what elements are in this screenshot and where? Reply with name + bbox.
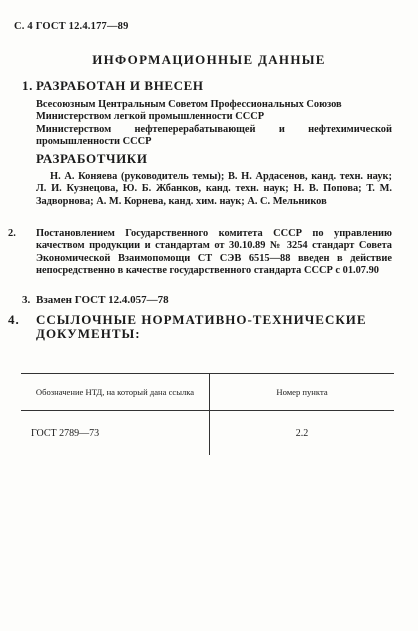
section-2-text: Постановлением Государственного комитета СССР по управлению качеством продукции и стандартам от 30.10.89 № 3254 стандарт Совета Экономической Взаимопомощи СТ СЭВ 6515—88 введен в действие непосредственно в качестве государственного стандарта СССР с 01.07.90 <box>36 228 392 277</box>
table-header-row <box>21 374 394 411</box>
section-1-heading <box>22 78 204 94</box>
section-1-body <box>36 99 392 149</box>
column-header-clause: Номер пункта <box>210 374 395 411</box>
developers-text: Н. А. Коняева (руководитель темы); В. Н. Ардасенов, канд. техн. наук; Л. И. Кузнецова, Ю. Б. Жбанков, канд. техн. наук; Н. В. Попова; Т. М. Задворнова; А. М. Корнева, канд. хим. наук; А. С. Мельников <box>36 171 392 207</box>
section-1-title: РАЗРАБОТАН И ВНЕСЕН <box>36 78 204 93</box>
section-4-title: ССЫЛОЧНЫЕ НОРМАТИВНО-ТЕХНИЧЕСКИЕ ДОКУМЕНТЫ: <box>36 312 367 341</box>
document-title: ИНФОРМАЦИОННЫЕ ДАННЫЕ <box>92 52 326 67</box>
section-1-number: 1. <box>22 78 33 93</box>
column-header-document: Обозначение НТД, на который дана ссылка <box>21 374 210 411</box>
section-4-number: 4. <box>8 312 20 327</box>
section-3-number: 3. <box>22 294 31 306</box>
developer-org-1: Всесоюзным Центральным Советом Профессиональных Союзов <box>36 99 342 110</box>
developer-org-3: Министерством нефтеперерабатывающей и нефтехимической промышленности СССР <box>36 123 392 148</box>
section-2 <box>8 228 392 278</box>
section-4-heading <box>8 312 394 341</box>
section-3 <box>22 294 392 306</box>
developers-heading: РАЗРАБОТЧИКИ <box>36 151 148 166</box>
cell-document: ГОСТ 2789—73 <box>21 411 210 456</box>
developer-org-2: Министерством легкой промышленности СССР <box>36 111 265 123</box>
section-3-text: Взамен ГОСТ 12.4.057—78 <box>36 294 169 306</box>
table-row <box>21 411 394 456</box>
developers-list <box>36 171 392 208</box>
references-table <box>21 373 394 455</box>
page-header: С. 4 ГОСТ 12.4.177—89 <box>14 21 129 32</box>
cell-clause: 2.2 <box>295 427 309 439</box>
section-2-number: 2. <box>8 228 16 239</box>
